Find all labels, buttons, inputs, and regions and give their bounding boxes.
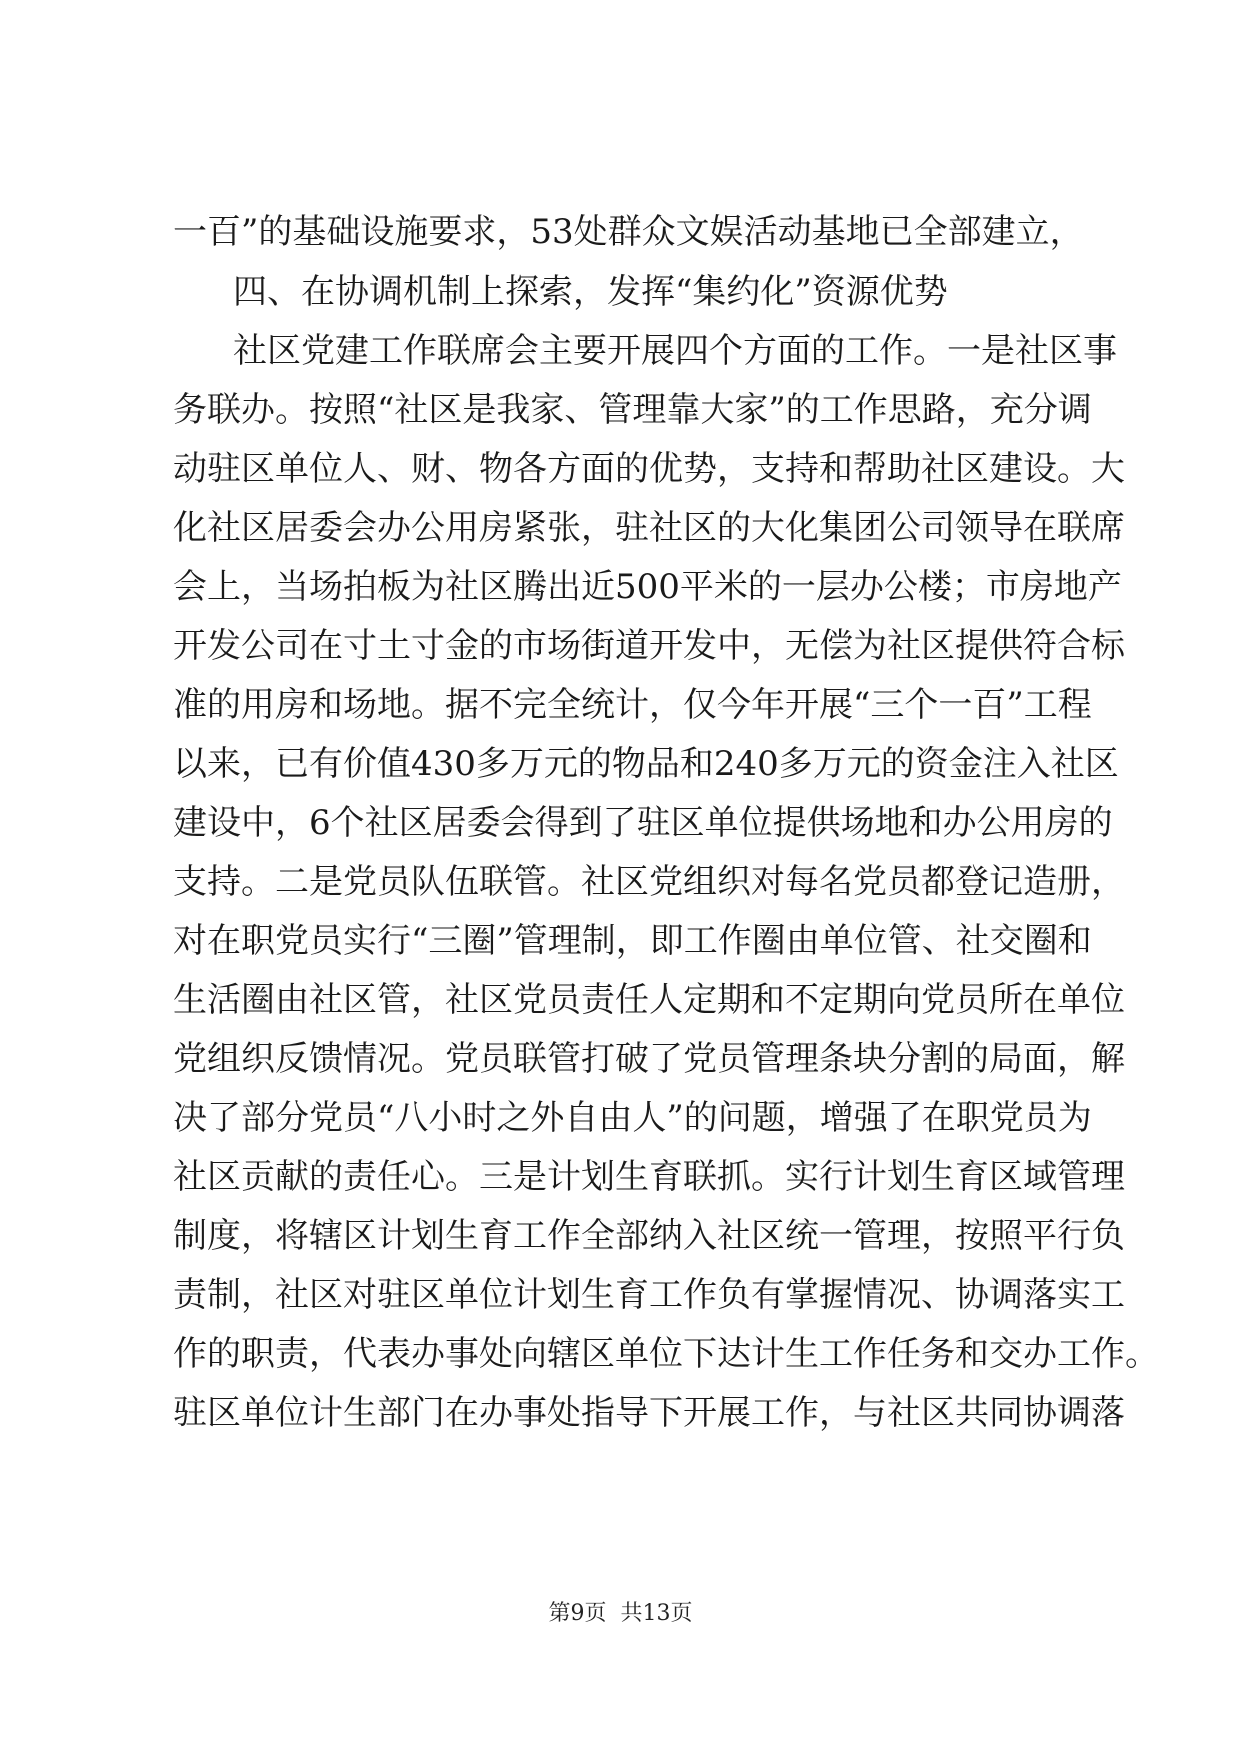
body-line-11: 建设中，6个社区居委会得到了驻区单位提供场地和办公用房的 — [173, 803, 1113, 843]
body-line-1: 一百”的基础设施要求，53处群众文娱活动基地已全部建立， — [173, 212, 1084, 252]
body-line-18: 制度，将辖区计划生育工作全部纳入社区统一管理，按照平行负 — [173, 1216, 1125, 1256]
section-heading: 四、在协调机制上探索，发挥“集约化”资源优势 — [233, 272, 948, 312]
body-line-4: 务联办。按照“社区是我家、管理靠大家”的工作思路，充分调 — [173, 390, 1092, 430]
body-line-14: 生活圈由社区管，社区党员责任人定期和不定期向党员所在单位 — [173, 980, 1125, 1020]
body-line-3: 社区党建工作联席会主要开展四个方面的工作。一是社区事 — [233, 331, 1117, 371]
body-line-20: 作的职责，代表办事处向辖区单位下达计生工作任务和交办工作。 — [173, 1334, 1159, 1374]
body-line-16: 决了部分党员“八小时之外自由人”的问题，增强了在职党员为 — [173, 1098, 1092, 1138]
body-line-13: 对在职党员实行“三圈”管理制，即工作圈由单位管、社交圈和 — [173, 921, 1092, 961]
body-line-5: 动驻区单位人、财、物各方面的优势，支持和帮助社区建设。大 — [173, 449, 1125, 489]
body-line-8: 开发公司在寸土寸金的市场街道开发中，无偿为社区提供符合标 — [173, 626, 1125, 666]
body-line-15: 党组织反馈情况。党员联管打破了党员管理条块分割的局面，解 — [173, 1039, 1125, 1079]
page-footer — [0, 1600, 1241, 1628]
page-number: 第9页 共13页 — [548, 1601, 693, 1626]
body-line-10: 以来，已有价值430多万元的物品和240多万元的资金注入社区 — [173, 744, 1119, 784]
body-line-19: 责制，社区对驻区单位计划生育工作负有掌握情况、协调落实工 — [173, 1275, 1125, 1315]
body-line-12: 支持。二是党员队伍联管。社区党组织对每名党员都登记造册， — [173, 862, 1125, 902]
body-line-17: 社区贡献的责任心。三是计划生育联抓。实行计划生育区域管理 — [173, 1157, 1125, 1197]
body-line-7: 会上，当场拍板为社区腾出近500平米的一层办公楼；市房地产 — [173, 567, 1122, 607]
body-line-6: 化社区居委会办公用房紧张，驻社区的大化集团公司领导在联席 — [173, 508, 1125, 548]
body-line-9: 准的用房和场地。据不完全统计，仅今年开展“三个一百”工程 — [173, 685, 1092, 725]
body-line-21: 驻区单位计生部门在办事处指导下开展工作，与社区共同协调落 — [173, 1393, 1125, 1433]
